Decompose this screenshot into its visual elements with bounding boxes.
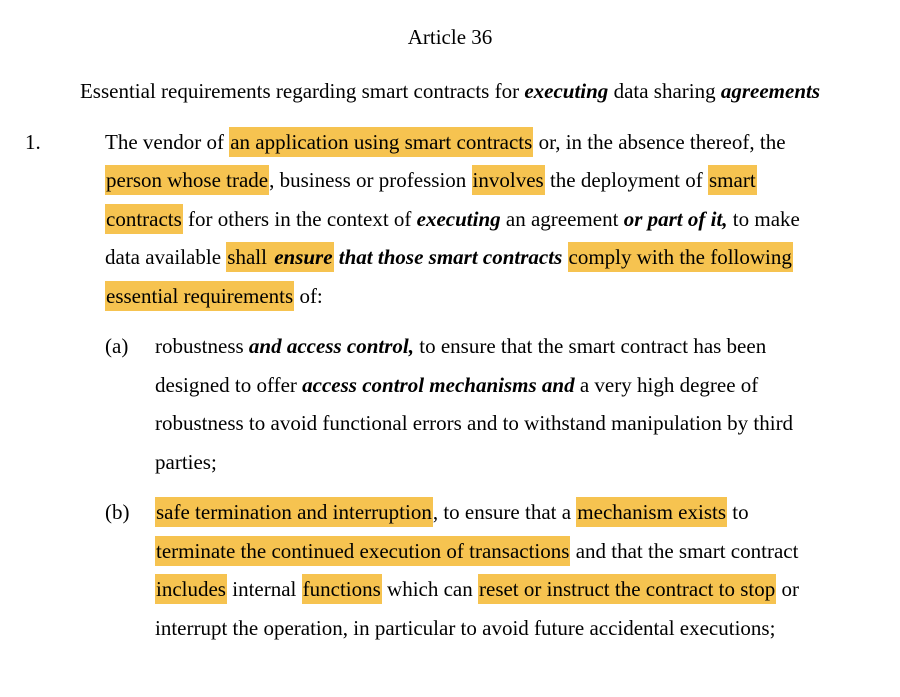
text-segment (562, 245, 567, 269)
text-segment: which can (381, 577, 478, 601)
text-line (155, 443, 900, 482)
text-line (155, 570, 900, 609)
text-line (105, 277, 900, 316)
text-segment: an agreement (500, 206, 624, 231)
text-segment: to make (727, 206, 800, 231)
text-line (105, 161, 900, 200)
text-segment: data available (105, 245, 227, 269)
text-segment: The vendor of (105, 129, 230, 154)
document-body (0, 123, 900, 648)
highlighted-segment: terminate the continued execution of transactions (155, 536, 570, 566)
highlighted-segment: essential requirements (105, 281, 294, 311)
text-segment: designed to offer (155, 372, 303, 397)
paragraph-block (0, 327, 900, 481)
highlighted-segment: involves (472, 165, 545, 195)
text-segment: that those smart contracts (338, 245, 563, 269)
list-marker: (b) (105, 500, 130, 524)
text-segment: interrupt the operation, in particular to avoid future accidental executions; (155, 615, 776, 640)
text-segment: executing (524, 79, 609, 103)
text-segment: or part of it, (623, 206, 728, 231)
highlighted-segment: comply with the following (568, 242, 793, 272)
highlighted-segment: safe termination and interruption (155, 497, 433, 527)
highlighted-segment: person whose trade (105, 165, 269, 195)
text-segment: and that the smart contract (570, 538, 799, 563)
text-segment: agreements (720, 79, 821, 103)
text-segment: internal (226, 577, 302, 601)
paragraph-block (0, 493, 900, 647)
text-line (155, 327, 900, 366)
highlighted-segment: mechanism exists (576, 497, 727, 527)
text-segment: Essential requirements regarding smart contracts for (79, 79, 525, 103)
text-line (155, 532, 900, 571)
highlighted-segment: contracts (105, 204, 183, 234)
text-segment: executing (416, 206, 501, 231)
article-subtitle (0, 72, 900, 111)
text-segment: parties; (155, 449, 217, 474)
text-segment: , to ensure that a (432, 500, 577, 524)
list-marker: (a) (105, 334, 129, 358)
text-line (105, 238, 900, 277)
text-line (155, 404, 900, 443)
text-segment: , business or profession (269, 168, 472, 192)
text-segment: the deployment of (544, 168, 708, 192)
highlighted-segment: smart (708, 165, 757, 195)
highlighted-segment: includes (155, 574, 227, 604)
text-segment: access control mechanisms and (302, 372, 575, 397)
text-segment: or, in the absence thereof, the (533, 129, 786, 154)
text-line (155, 366, 900, 405)
text-segment: robustness (155, 334, 249, 358)
text-segment: or (776, 577, 799, 601)
text-segment: for others in the context of (182, 206, 417, 231)
highlighted-segment: functions (302, 574, 382, 604)
text-segment: data sharing (608, 79, 721, 103)
text-segment: of: (294, 283, 323, 308)
text-line (105, 200, 900, 239)
text-line (155, 493, 900, 532)
highlighted-segment: shall (226, 242, 273, 272)
article-title: Article 36 (407, 25, 493, 49)
text-segment: to (727, 500, 749, 524)
paragraph-block (0, 123, 900, 316)
list-marker: 1. (25, 129, 41, 154)
highlighted-segment: an application using smart contracts (229, 127, 533, 157)
highlighted-segment: reset or instruct the contract to stop (478, 574, 776, 604)
text-segment: and access control, (248, 334, 414, 358)
text-segment: robustness to avoid functional errors and to withstand manipulation by third (155, 411, 794, 435)
text-segment: a very high degree of (574, 372, 759, 397)
text-segment: to ensure that the smart contract has been (414, 334, 767, 358)
text-line (155, 609, 900, 648)
highlighted-segment: ensure (273, 242, 333, 272)
text-line (105, 123, 900, 162)
